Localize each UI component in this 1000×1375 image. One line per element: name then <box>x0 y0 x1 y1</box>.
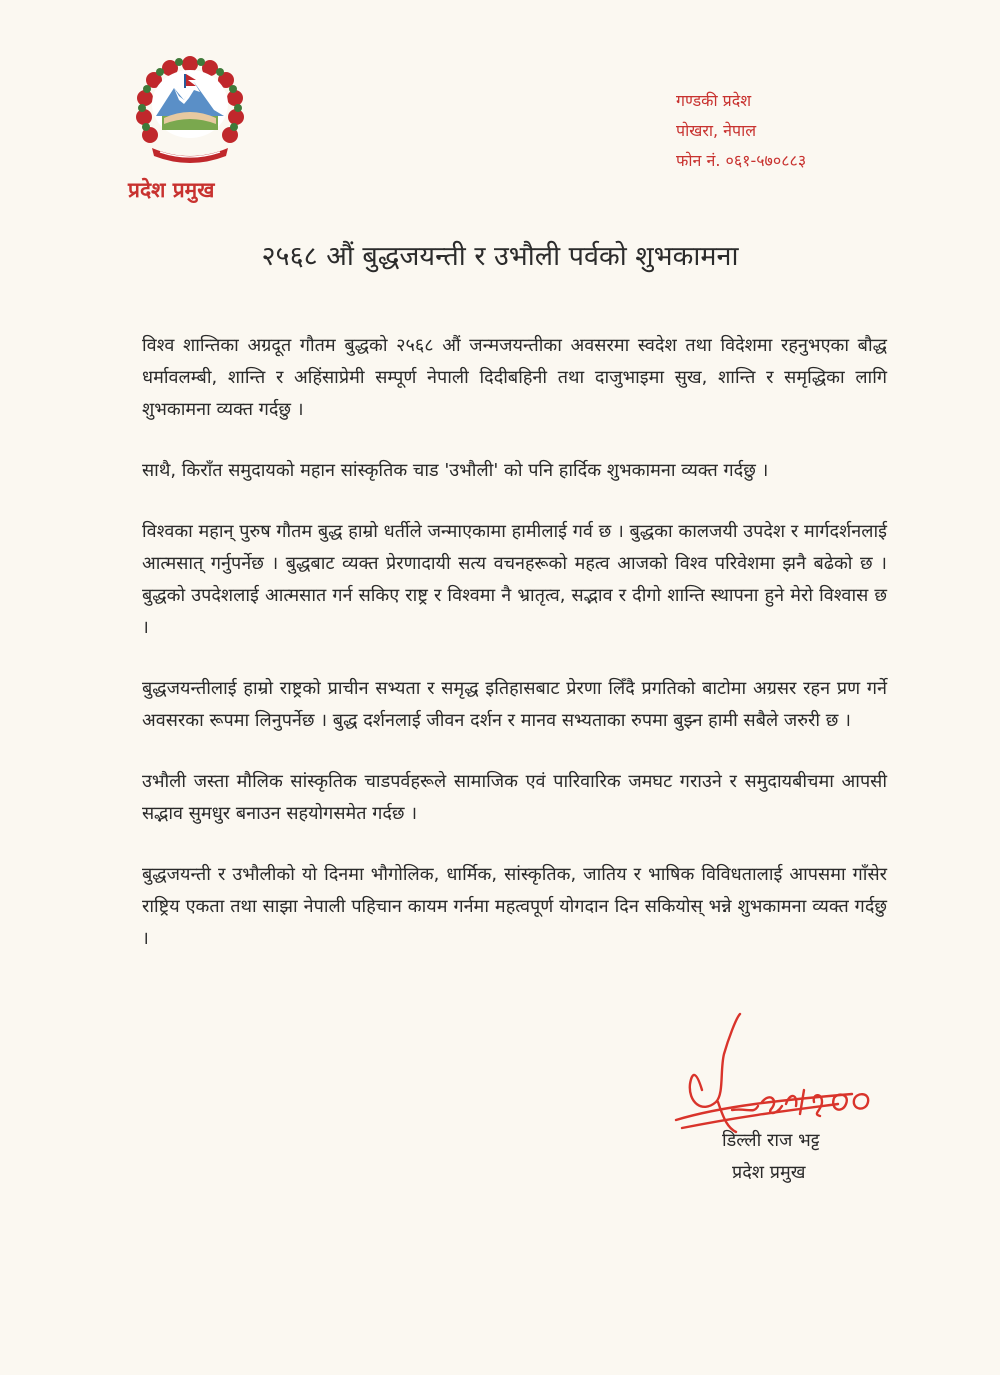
national-emblem-icon <box>132 52 248 170</box>
signatory-name: डिल्ली राज भट्ट <box>722 1130 820 1151</box>
body-paragraph: बुद्धजयन्तीलाई हाम्रो राष्ट्रको प्राचीन सभ्यता र समृद्ध इतिहासबाट प्रेरणा लिँदै प्रगतिको बाटोमा अग्रसर रहन प्रण गर्ने अवसरका रूपमा लिनुपर्नेछ । बुद्ध दर्शनलाई जीवन दर्शन र मानव सभ्यताका रुपमा बुझ्न हामी सबैले जरुरी छ । <box>142 678 887 731</box>
body-paragraph: साथै, किराँत समुदायको महान सांस्कृतिक चाड 'उभौली' को पनि हार्दिक शुभकामना व्यक्त गर्दछु । <box>142 460 769 481</box>
body-paragraph: बुद्धजयन्ती र उभौलीको यो दिनमा भौगोलिक, धार्मिक, सांस्कृतिक, जातिय र भाषिक विविधतालाई आपसमा गाँसेर राष्ट्रिय एकता तथा साझा नेपाली पहिचान कायम गर्नमा महत्वपूर्ण योगदान दिन सकियोस् भन्ने शुभकामना व्यक्त गर्दछु । <box>142 864 887 949</box>
office-label: प्रदेश प्रमुख <box>128 178 215 202</box>
city-name: पोखरा, नेपाल <box>676 121 757 140</box>
letter-body <box>142 330 887 984</box>
phone-number: फोन नं. ०६१-५७०८८३ <box>676 151 807 170</box>
body-paragraph: विश्व शान्तिका अग्रदूत गौतम बुद्धको २५६८ औं जन्मजयन्तीका अवसरमा स्वदेश तथा विदेशमा रहनुभएका बौद्ध धर्मावलम्बी, शान्ति र अहिंसाप्रेमी सम्पूर्ण नेपाली दिदीबहिनी तथा दाजुभाइमा सुख, शान्ति र समृद्धिका लागि शुभकामना व्यक्त गर्दछु । <box>142 335 887 420</box>
province-name: गण्डकी प्रदेश <box>676 91 752 110</box>
signatory-title: प्रदेश प्रमुख <box>732 1162 806 1183</box>
letter-title: २५६८ औं बुद्धजयन्ती र उभौली पर्वको शुभकामना <box>261 241 739 272</box>
body-paragraph: उभौली जस्ता मौलिक सांस्कृतिक चाडपर्वहरूले सामाजिक एवं पारिवारिक जमघट गराउने र समुदायबीचमा आपसी सद्भाव सुमधुर बनाउन सहयोगसमेत गर्दछ । <box>142 771 887 824</box>
letterhead-address <box>676 86 806 176</box>
body-paragraph: विश्वका महान् पुरुष गौतम बुद्ध हाम्रो धर्तीले जन्माएकामा हामीलाई गर्व छ । बुद्धका कालजयी उपदेश र मार्गदर्शनलाई आत्मसात् गर्नुपर्नेछ । बुद्धबाट व्यक्त प्रेरणादायी सत्य वचनहरूको महत्व आजको विश्व परिवेशमा झनै बढेको छ । बुद्धको उपदेशलाई आत्मसात गर्न सकिए राष्ट्र र विश्वमा नै भ्रातृत्व, सद्भाव र दीगो शान्ति स्थापना हुने मेरो विश्वास छ । <box>142 521 887 638</box>
